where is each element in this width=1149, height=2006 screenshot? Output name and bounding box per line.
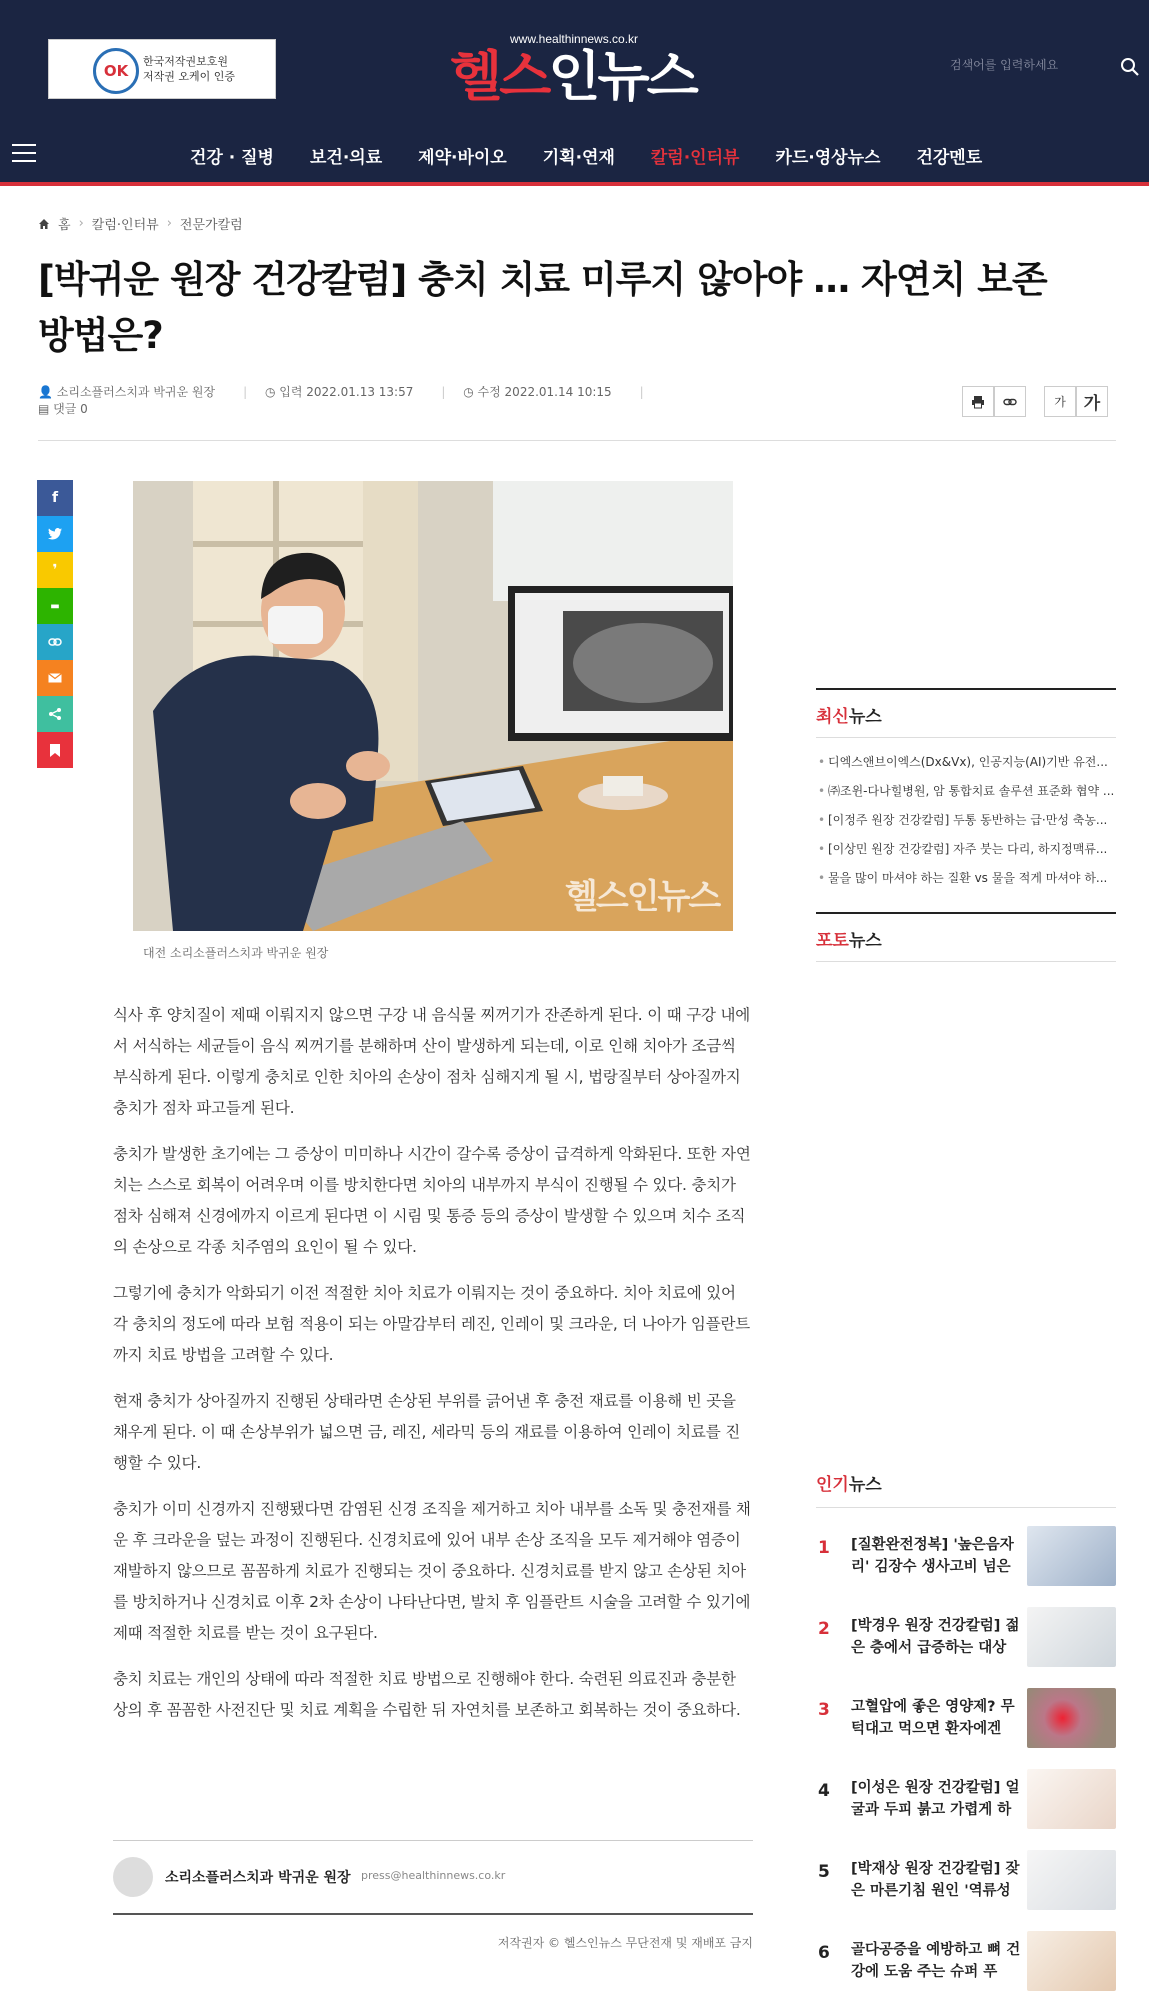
news-thumbnail[interactable] bbox=[1027, 1931, 1116, 1991]
link-icon bbox=[1003, 395, 1017, 409]
news-thumbnail[interactable] bbox=[1027, 1607, 1116, 1667]
rank-number: 2 bbox=[818, 1619, 830, 1639]
copyright-ok-certification-badge[interactable] bbox=[48, 39, 276, 99]
popular-news-item[interactable] bbox=[816, 1763, 1116, 1844]
kakaostory-icon: ❜ bbox=[52, 562, 58, 578]
print-button[interactable] bbox=[962, 386, 994, 417]
latest-heading-red: 최신 bbox=[816, 707, 849, 727]
popular-news-title[interactable]: [박경우 원장 건강칼럼] 젊은 층에서 급증하는 대상 bbox=[851, 1618, 1020, 1656]
logo-url: www.healthinnews.co.kr bbox=[510, 32, 639, 46]
popular-heading-red: 인기 bbox=[816, 1475, 849, 1495]
nav-item-healthcare[interactable]: 보건·의료 bbox=[309, 148, 383, 168]
font-size-decrease-button[interactable]: 가 bbox=[1044, 386, 1076, 417]
popular-news-item[interactable] bbox=[816, 1925, 1116, 2006]
rank-number: 1 bbox=[818, 1538, 830, 1558]
certification-text bbox=[143, 54, 235, 84]
breadcrumb-level2[interactable]: 전문가칼럼 bbox=[179, 218, 243, 233]
article-paragraph: 그렇기에 충치가 악화되기 이전 적절한 치아 치료가 이뤄지는 것이 중요하다. 치아 치료에 있어 각 충치의 정도에 따라 보험 적용이 되는 아말감부터 레진, 인레이 및 크라운, 더 나아가 임플란트까지 치료 방법을 고려할 수 있다. bbox=[113, 1284, 751, 1364]
article-body bbox=[113, 1000, 753, 1741]
article-meta: 👤 소리소플러스치과 박귀운 원장 | ◷ 입력 2022.01.13 13:57 | ◷ 수정 2022.01.14 10:15 | ▤ 댓글 0 bbox=[38, 384, 658, 418]
latest-news-item[interactable]: • [이정주 원장 건강칼럼] 두통 동반하는 급·만성 축농... bbox=[816, 806, 1116, 835]
cert-text-line1: 한국저작권보호원 bbox=[143, 55, 229, 68]
updated-time: ◷ 수정 2022.01.14 10:15 bbox=[463, 385, 612, 399]
popular-news-heading bbox=[816, 1458, 1116, 1508]
popular-news-title[interactable]: [이성은 원장 건강칼럼] 얼굴과 두피 붉고 가렵게 하 bbox=[851, 1780, 1020, 1818]
rank-number: 6 bbox=[818, 1943, 830, 1963]
menu-icon[interactable] bbox=[12, 144, 36, 164]
breadcrumb-home[interactable]: 홈 bbox=[58, 218, 71, 233]
main-nav bbox=[172, 143, 1000, 168]
facebook-icon: f bbox=[51, 490, 59, 506]
share-icon bbox=[48, 707, 62, 721]
author-box-name: 소리소플러스치과 박귀운 원장 bbox=[165, 1870, 351, 1886]
news-thumbnail[interactable] bbox=[1027, 1850, 1116, 1910]
search-input[interactable]: 검색어를 입력하세요 bbox=[950, 58, 1059, 72]
facebook-share-button[interactable] bbox=[37, 480, 73, 516]
share-button[interactable] bbox=[37, 696, 73, 732]
popular-news-item[interactable] bbox=[816, 1844, 1116, 1925]
ok-badge-icon: OK bbox=[93, 48, 139, 94]
published-text: 입력 2022.01.13 13:57 bbox=[279, 385, 414, 399]
nav-item-health-disease[interactable]: 건강 · 질병 bbox=[190, 148, 274, 168]
photo-watermark: 헬스인뉴스 bbox=[565, 877, 720, 917]
nav-item-health-mentor[interactable]: 건강멘토 bbox=[916, 148, 983, 168]
home-icon bbox=[38, 218, 50, 230]
bookmark-button[interactable] bbox=[37, 732, 73, 768]
dentist-photo-illustration bbox=[133, 481, 733, 931]
author-name: 소리소플러스치과 박귀운 원장 bbox=[56, 385, 216, 399]
band-icon: ▬ bbox=[50, 600, 60, 612]
header-divider bbox=[0, 182, 1149, 186]
avatar bbox=[113, 1857, 153, 1897]
link-icon bbox=[48, 637, 62, 647]
photo-heading-red: 포토 bbox=[816, 931, 849, 951]
logo-white-part: 인뉴스 bbox=[548, 45, 696, 108]
logo-name bbox=[450, 45, 696, 108]
photo-news-box bbox=[816, 912, 1116, 962]
author-box-email[interactable]: press@healthinnews.co.kr bbox=[361, 1869, 506, 1882]
kakaostory-share-button[interactable] bbox=[37, 552, 73, 588]
article-tools bbox=[962, 386, 1108, 417]
nav-item-column-interview[interactable]: 칼럼·인터뷰 bbox=[650, 148, 740, 168]
nav-item-pharma-bio[interactable]: 제약·바이오 bbox=[418, 148, 507, 168]
naverband-share-button[interactable] bbox=[37, 588, 73, 624]
share-bar bbox=[37, 480, 73, 768]
latest-heading-rest: 뉴스 bbox=[848, 707, 882, 727]
photo-heading-rest: 뉴스 bbox=[848, 931, 882, 951]
email-share-button[interactable] bbox=[37, 660, 73, 696]
article-title: [박귀운 원장 건강칼럼] 충치 치료 미루지 않아야 … 자연치 보존 방법은? bbox=[38, 258, 1047, 357]
latest-news-item[interactable]: • [이상민 원장 건강칼럼] 자주 붓는 다리, 하지정맥류... bbox=[816, 835, 1116, 864]
article-paragraph: 식사 후 양치질이 제때 이뤄지지 않으면 구강 내 음식물 찌꺼기가 잔존하게 된다. 이 때 구강 내에서 서식하는 세균들이 음식 찌꺼기를 분해하며 산이 발생하게 되는데, 이로 인해 치아가 조금씩 부식하게 된다. 이렇게 충치로 인한 치아의 손상이 점차 심해지게 될 시, 법랑질부터 상아질까지 충치가 점차 파고들게 된다. bbox=[113, 1006, 751, 1117]
latest-news-item[interactable]: • 디엑스앤브이엑스(Dx&Vx), 인공지능(AI)기반 유전... bbox=[816, 748, 1116, 777]
nav-item-features[interactable]: 기획·연재 bbox=[542, 148, 615, 168]
site-logo[interactable] bbox=[450, 32, 705, 108]
article-paragraph: 충치가 발생한 초기에는 그 증상이 미미하나 시간이 갈수록 증상이 급격하게 악화된다. 또한 자연치는 스스로 회복이 어려우며 이를 방치한다면 치아의 내부까지 부식이 진행될 수 있다. 충치가 점차 심해져 신경에까지 이르게 된다면 이 시림 및 통증 등의 증상이 발생할 수 있으며 치수 조직의 손상으로 각종 치주염의 요인이 될 수 있다. bbox=[113, 1145, 751, 1256]
latest-news-item[interactable]: • ㈜조윈-다나힐병원, 암 통합치료 솔루션 표준화 협약 ... bbox=[816, 777, 1116, 806]
chevron-right-icon: › bbox=[166, 216, 172, 231]
popular-heading-rest: 뉴스 bbox=[848, 1475, 882, 1495]
updated-text: 수정 2022.01.14 10:15 bbox=[477, 385, 612, 399]
twitter-icon bbox=[48, 528, 62, 540]
author-box bbox=[113, 1840, 753, 1915]
popular-news-title[interactable]: 고혈압에 좋은 영양제? 무턱대고 먹으면 환자에겐 bbox=[851, 1699, 1015, 1737]
article-paragraph: 충치가 이미 신경까지 진행됐다면 감염된 신경 조직을 제거하고 치아 내부를 소독 및 충전재를 채운 후 크라운을 덮는 과정이 진행된다. 신경치료에 있어 내부 손상 조직을 모두 제거해야 염증이 재발하지 않으므로 꼼꼼하게 치료가 진행되는 것이 중요하다. 신경치료를 받지 않고 손상된 치아를 방치하거나 신경치료 이후 2차 손상이 나타난다면, 발치 후 임플란트 시술을 고려할 수 있기에 제때 적절한 치료를 받는 것이 요구된다. bbox=[113, 1500, 751, 1642]
latest-news-item[interactable]: • 물을 많이 마셔야 하는 질환 vs 물을 적게 마셔야 하... bbox=[816, 864, 1116, 893]
print-icon bbox=[971, 395, 985, 409]
copyright-notice: 저작권자 © 헬스인뉴스 무단전재 및 재배포 금지 bbox=[497, 1936, 753, 1950]
rank-number: 5 bbox=[818, 1862, 830, 1882]
popular-news-item[interactable] bbox=[816, 1682, 1116, 1763]
author-line: 👤 소리소플러스치과 박귀운 원장 bbox=[38, 385, 216, 399]
article-photo bbox=[133, 481, 733, 931]
email-icon bbox=[48, 673, 62, 683]
latest-news-box bbox=[816, 688, 1116, 893]
font-size-increase-button[interactable]: 가 bbox=[1076, 386, 1108, 417]
comment-count-text: 댓글 0 bbox=[53, 402, 88, 416]
popular-news-title[interactable]: 골다공증을 예방하고 뼈 건강에 도움 주는 슈퍼 푸 bbox=[851, 1942, 1021, 1980]
news-thumbnail[interactable] bbox=[1027, 1688, 1116, 1748]
logo-red-part: 헬스 bbox=[450, 45, 549, 108]
article-paragraph: 현재 충치가 상아질까지 진행된 상태라면 손상된 부위를 긁어낸 후 충전 재료를 이용해 빈 곳을 채우게 된다. 이 때 손상부위가 넓으면 금, 레진, 세라믹 등의 재료를 이용하여 인레이 치료를 진행할 수 있다. bbox=[113, 1392, 740, 1472]
article-paragraph: 충치 치료는 개인의 상태에 따라 적절한 치료 방법으로 진행해야 한다. 숙련된 의료진과 충분한 상의 후 꼼꼼한 사전진단 및 치료 계획을 수립한 뒤 자연치를 보존하고 회복하는 것이 중요하다. bbox=[113, 1670, 741, 1719]
comment-count[interactable]: ▤ 댓글 0 bbox=[38, 402, 88, 416]
rank-number: 3 bbox=[818, 1700, 830, 1720]
breadcrumb bbox=[38, 214, 243, 233]
twitter-share-button[interactable] bbox=[37, 516, 73, 552]
popular-news-item[interactable] bbox=[816, 1520, 1116, 1601]
popular-news-title[interactable]: [질환완전정복] '높은음자리' 김장수 생사고비 넘은 bbox=[851, 1537, 1014, 1575]
news-thumbnail[interactable] bbox=[1027, 1526, 1116, 1586]
link-share-button[interactable] bbox=[37, 624, 73, 660]
rank-number: 4 bbox=[818, 1781, 830, 1801]
news-thumbnail[interactable] bbox=[1027, 1769, 1116, 1829]
chevron-right-icon: › bbox=[78, 216, 84, 231]
published-time: ◷ 입력 2022.01.13 13:57 bbox=[264, 385, 414, 399]
popular-news-title[interactable]: [박재상 원장 건강칼럼] 잦은 마른기침 원인 '역류성 bbox=[851, 1861, 1020, 1899]
latest-news-heading bbox=[816, 688, 1116, 738]
popular-news-item[interactable] bbox=[816, 1601, 1116, 1682]
popular-news-box bbox=[816, 1458, 1116, 2006]
copy-link-button[interactable] bbox=[994, 386, 1026, 417]
site-header bbox=[0, 0, 1149, 182]
photo-news-heading bbox=[816, 912, 1116, 962]
cert-text-line2: 저작권 오케이 인증 bbox=[143, 70, 236, 83]
breadcrumb-level1[interactable]: 칼럼·인터뷰 bbox=[91, 218, 159, 233]
nav-item-card-video[interactable]: 카드·영상뉴스 bbox=[775, 148, 881, 168]
photo-caption: 대전 소리소플러스치과 박귀운 원장 bbox=[143, 946, 329, 960]
divider bbox=[38, 440, 1116, 441]
bookmark-icon bbox=[50, 744, 60, 757]
search-icon[interactable] bbox=[1120, 57, 1140, 77]
